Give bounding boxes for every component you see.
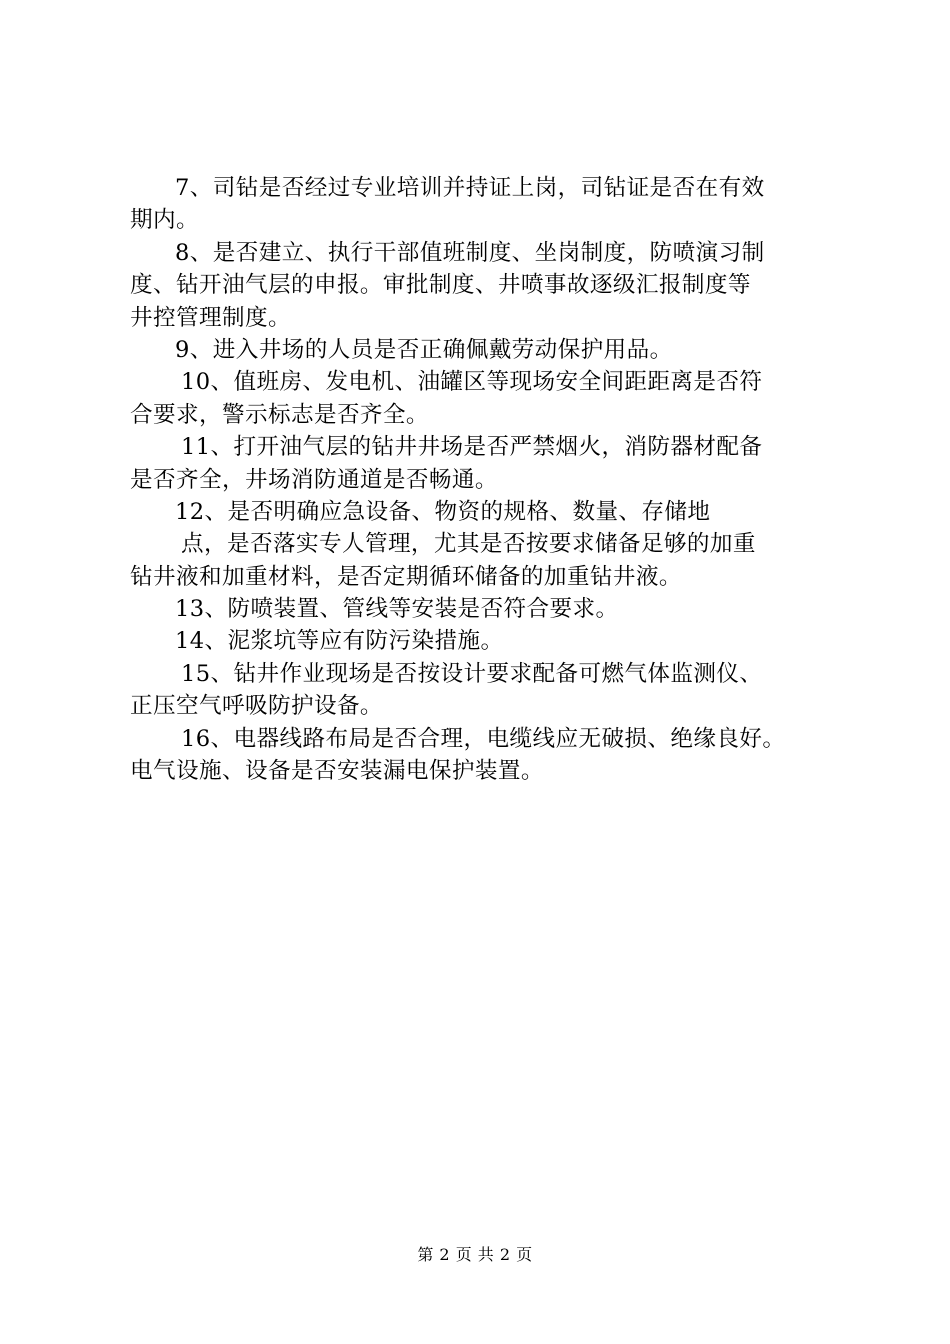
item-13-line-1: 13、防喷装置、管线等安装是否符合要求。 — [175, 596, 619, 623]
item-8-line-1: 8、是否建立、执行干部值班制度、坐岗制度，防喷演习制 — [175, 239, 765, 266]
item-12-line-1: 12、是否明确应急设备、物资的规格、数量、存储地 — [175, 498, 711, 525]
item-10-line-1: 10、值班房、发电机、油罐区等现场安全间距距离是否符 — [181, 369, 763, 396]
item-16-line-1: 16、电器线路布局是否合理，电缆线应无破损、绝缘良好。 — [181, 725, 786, 752]
item-12-line-2: 点，是否落实专人管理，尤其是否按要求储备足够的加重 — [181, 531, 756, 558]
item-16-line-2: 电气设施、设备是否安装漏电保护装置。 — [130, 758, 544, 785]
item-7-line-1: 7、司钻是否经过专业培训并持证上岗，司钻证是否在有效 — [175, 175, 765, 201]
item-8-line-2: 度、钻开油气层的申报。审批制度、井喷事故逐级汇报制度等 — [130, 272, 751, 299]
item-11-line-1: 11、打开油气层的钻井井场是否严禁烟火，消防器材配备 — [181, 434, 763, 461]
item-9-line-1: 9、进入井场的人员是否正确佩戴劳动保护用品。 — [175, 336, 673, 363]
item-8-line-3: 井控管理制度。 — [130, 304, 291, 331]
page-number-footer: 第 2 页 共 2 页 — [417, 1245, 533, 1264]
item-15-line-1: 15、钻井作业现场是否按设计要求配备可燃气体监测仪、 — [181, 660, 763, 687]
item-10-line-2: 合要求，警示标志是否齐全。 — [130, 401, 429, 428]
item-7-line-2: 期内。 — [130, 207, 199, 234]
item-15-line-2: 正压空气呼吸防护设备。 — [130, 693, 383, 720]
document-body — [130, 172, 850, 787]
item-12-line-3: 钻井液和加重材料，是否定期循环储备的加重钻井液。 — [130, 563, 682, 590]
item-11-line-2: 是否齐全，井场消防通道是否畅通。 — [130, 466, 498, 493]
item-14-line-1: 14、泥浆坑等应有防污染措施。 — [175, 628, 504, 655]
